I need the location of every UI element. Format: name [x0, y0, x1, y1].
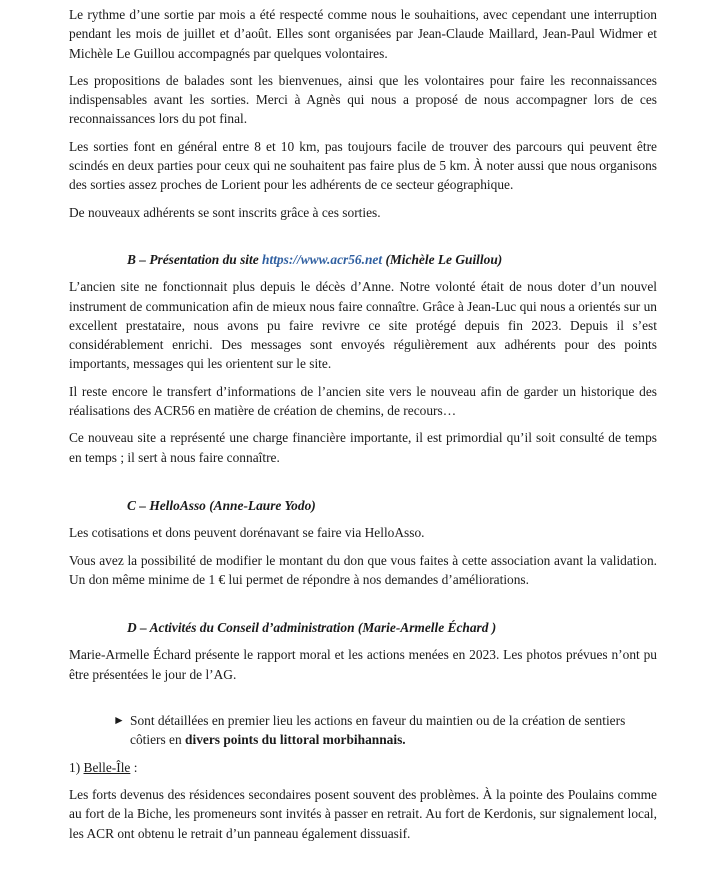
bullet-text: Sont détaillées en premier lieu les actions en faveur du maintien ou de la création de sentiers côtiers en: [130, 713, 626, 748]
section-b-heading: [69, 250, 657, 269]
subsection-heading-belle-ile: [69, 758, 657, 777]
intro-paragraph-4: De nouveaux adhérents se sont inscrits grâce à ces sorties.: [69, 204, 381, 220]
subsection-paragraph: Les forts devenus des résidences secondaires posent souvent des problèmes. À la pointe des Poulains comme au fort de la Biche, les promeneurs sont invités à passer en retrait. Au fort de Kerdonis, sur signalement local, les ACR ont obtenu le retrait d’un panneau également dissuasif.: [69, 786, 657, 841]
bullet-item: [69, 711, 657, 750]
bullet-bold-text: divers points du littoral morbihannais.: [185, 732, 406, 748]
website-link[interactable]: https://www.acr56.net: [262, 251, 383, 267]
subsection-label: Belle-Île: [83, 759, 131, 775]
section-c-paragraph-2: Vous avez la possibilité de modifier le montant du don que vous faites à cette association avant la validation. Un don même minime de 1 € lui permet de répondre à nos demandes d’améliorations.: [69, 552, 657, 587]
intro-paragraph-2: Les propositions de balades sont les bienvenues, ainsi que les volontaires pour faire les reconnaissances indispensables avant les sorties. Merci à Agnès qui nous a proposé de nous accompagner lors de ces reconnaissances lors du pot final.: [69, 72, 657, 127]
intro-paragraph-1: Le rythme d’une sortie par mois a été respecté comme nous le souhaitions, avec cependant une interruption pendant les mois de juillet et d’août. Elles sont organisées par Jean-Claude Maillard, Jean-Paul Widmer et Michèle Le Guillou accompagnés par quelques volontaires.: [69, 7, 657, 61]
section-b-paragraph-3: Ce nouveau site a représenté une charge financière importante, il est primordial qu’il soit consulté de temps en temps ; il sert à nous faire connaître.: [69, 430, 657, 465]
intro-paragraph-3: Les sorties font en général entre 8 et 10 km, pas toujours facile de trouver des parcours qui peuvent être scindés en deux parties pour ceux qui ne souhaitent pas faire plus de 5 km. À noter aussi que nous organisons des sorties assez proches de Lorient pour les adhérents de ce secteur géographique.: [69, 138, 657, 193]
section-b-heading-prefix: B – Présentation du site: [127, 251, 263, 267]
section-c-heading: C – HelloAsso (Anne-Laure Yodo): [127, 497, 316, 513]
section-b-paragraph-1: L’ancien site ne fonctionnait plus depuis le décès d’Anne. Notre volonté était de nous doter d’un nouvel instrument de communication afin de mieux nous faire connaître. Grâce à Jean-Luc qui nous a orientés sur un excellent prestataire, nous avons pu faire revivre ce site protégé depuis fin 2023. Depuis il s’est considérablement enrichi. Des messages sont envoyés régulièrement aux adhérents pour des points importants, messages qui les orientent sur le site.: [69, 279, 657, 372]
section-d-heading: D – Activités du Conseil d’administration (Marie-Armelle Échard ): [127, 620, 497, 636]
subsection-number: 1): [69, 759, 84, 775]
subsection-suffix: :: [130, 759, 138, 775]
triangle-right-icon: ►: [113, 713, 125, 728]
section-b-heading-suffix: (Michèle Le Guillou): [382, 251, 503, 267]
section-c-paragraph-1: Les cotisations et dons peuvent dorénavant se faire via HelloAsso.: [69, 525, 425, 541]
section-b-paragraph-2: Il reste encore le transfert d’informations de l’ancien site vers le nouveau afin de garder un historique des réalisations des ACR56 en matière de création de chemins, de recours…: [69, 383, 657, 419]
document-page: [69, 5, 657, 843]
section-d-paragraph-1: Marie-Armelle Échard présente le rapport moral et les actions menées en 2023. Les photos prévues n’ont pu être présentées le jour de l’AG.: [69, 647, 657, 682]
